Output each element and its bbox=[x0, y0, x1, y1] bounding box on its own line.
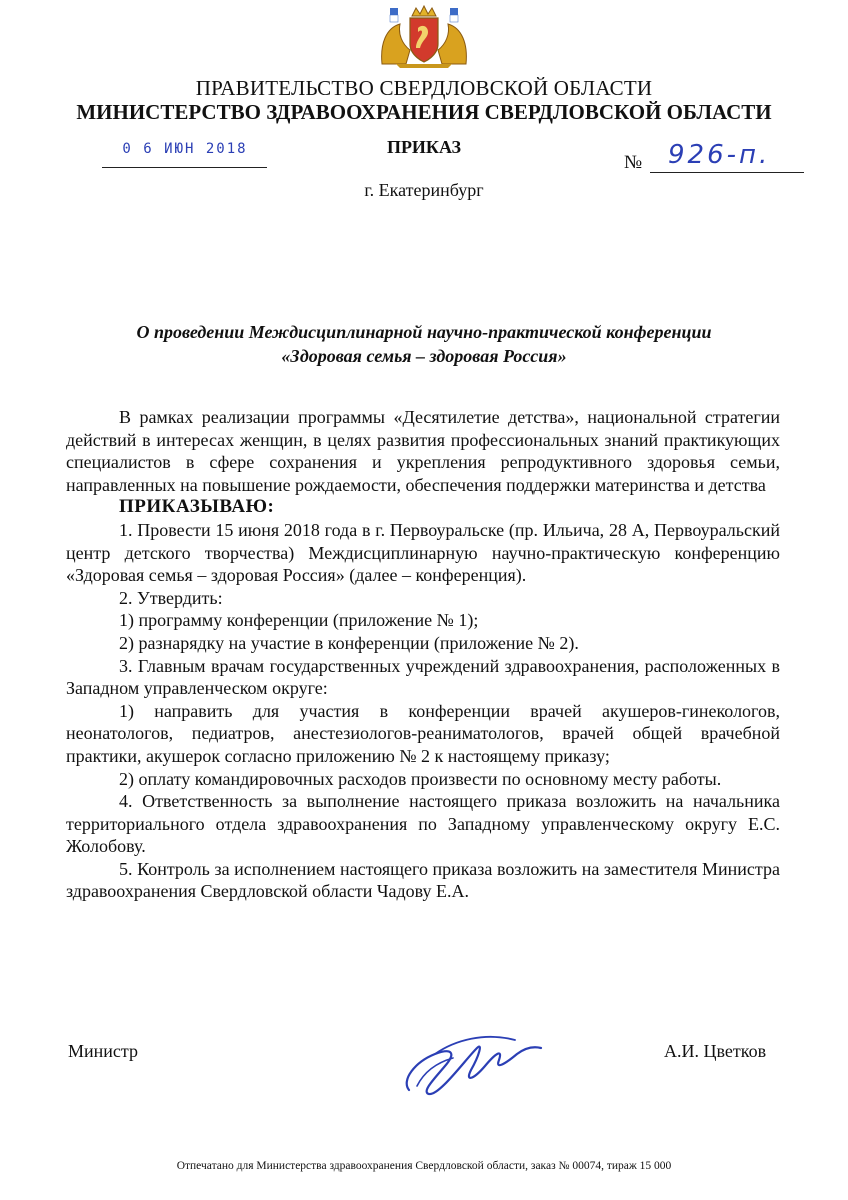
order-directive: ПРИКАЗЫВАЮ: bbox=[119, 496, 275, 518]
paragraph-2-item-2: 2) разнарядку на участие в конференции (приложение № 2). bbox=[119, 632, 579, 653]
preamble-paragraph: В рамках реализации программы «Десятилетие детства», национальной стратегии действий в интересах женщин, в целях развития профессиональных знаний практикующих специалистов в сфере сохранения и укрепления репродуктивного здоровья семьи, направленных на повышение рождаемости, обеспечения поддержки материнства и детства bbox=[66, 407, 780, 495]
signer-role: Министр bbox=[68, 1041, 138, 1061]
subject-line-2: «Здоровая семья – здоровая Россия» bbox=[281, 346, 567, 366]
date-stamp: 0 6 ИЮН 2018 bbox=[122, 141, 248, 157]
paragraph-3-item-1: 1) направить для участия в конференции врачей акушеров-гинекологов, неонатологов, педиатров, анестезиологов-реаниматологов, врачей общей врачебной практики, акушерок согласно приложению № 2 к настоящему приказу; bbox=[66, 700, 780, 766]
paragraph-2: 2. Утвердить: bbox=[119, 587, 223, 608]
paragraph-2-item-1: 1) программу конференции (приложение № 1); bbox=[119, 610, 479, 631]
paragraph-5: 5. Контроль за исполнением настоящего приказа возложить на заместителя Министра здравоохранения Свердловской области Чадову Е.А. bbox=[66, 858, 780, 902]
coat-of-arms-emblem bbox=[376, 4, 472, 68]
city: г. Екатеринбург bbox=[364, 180, 484, 200]
number-underline bbox=[650, 172, 804, 173]
government-title: ПРАВИТЕЛЬСТВО СВЕРДЛОВСКОЙ ОБЛАСТИ bbox=[195, 76, 653, 100]
document-type: ПРИКАЗ bbox=[386, 137, 462, 157]
paragraph-3: 3. Главным врачам государственных учреждений здравоохранения, расположенных в Западном управленческом округе: bbox=[66, 655, 780, 699]
paragraph-1: 1. Провести 15 июня 2018 года в г. Первоуральске (пр. Ильича, 28 А, Первоуральский центр детского творчества) Междисциплинарную научно-практическую конференцию «Здоровая семья – здоровая Россия» (далее – конференция). bbox=[66, 519, 780, 586]
print-imprint: Отпечатано для Министерства здравоохранения Свердловской области, заказ № 00074, тираж 15 000 bbox=[176, 1160, 672, 1172]
order-number: 926-п. bbox=[668, 140, 771, 170]
paragraph-3-item-2: 2) оплату командировочных расходов произвести по основному месту работы. bbox=[119, 768, 722, 789]
subject-line-1: О проведении Междисциплинарной научно-практической конференции bbox=[136, 322, 712, 342]
signer-name: А.И. Цветков bbox=[664, 1041, 767, 1061]
ministry-title: МИНИСТЕРСТВО ЗДРАВООХРАНЕНИЯ СВЕРДЛОВСКОЙ ОБЛАСТИ bbox=[76, 100, 772, 124]
number-sign: № bbox=[624, 152, 643, 173]
order-subject bbox=[0, 320, 848, 368]
date-underline bbox=[102, 167, 267, 168]
paragraph-4: 4. Ответственность за выполнение настоящего приказа возложить на начальника территориального отдела здравоохранения по Западному управленческому округу Е.С. Жолобову. bbox=[66, 791, 780, 857]
handwritten-signature bbox=[395, 1010, 545, 1105]
order-body bbox=[66, 406, 780, 903]
